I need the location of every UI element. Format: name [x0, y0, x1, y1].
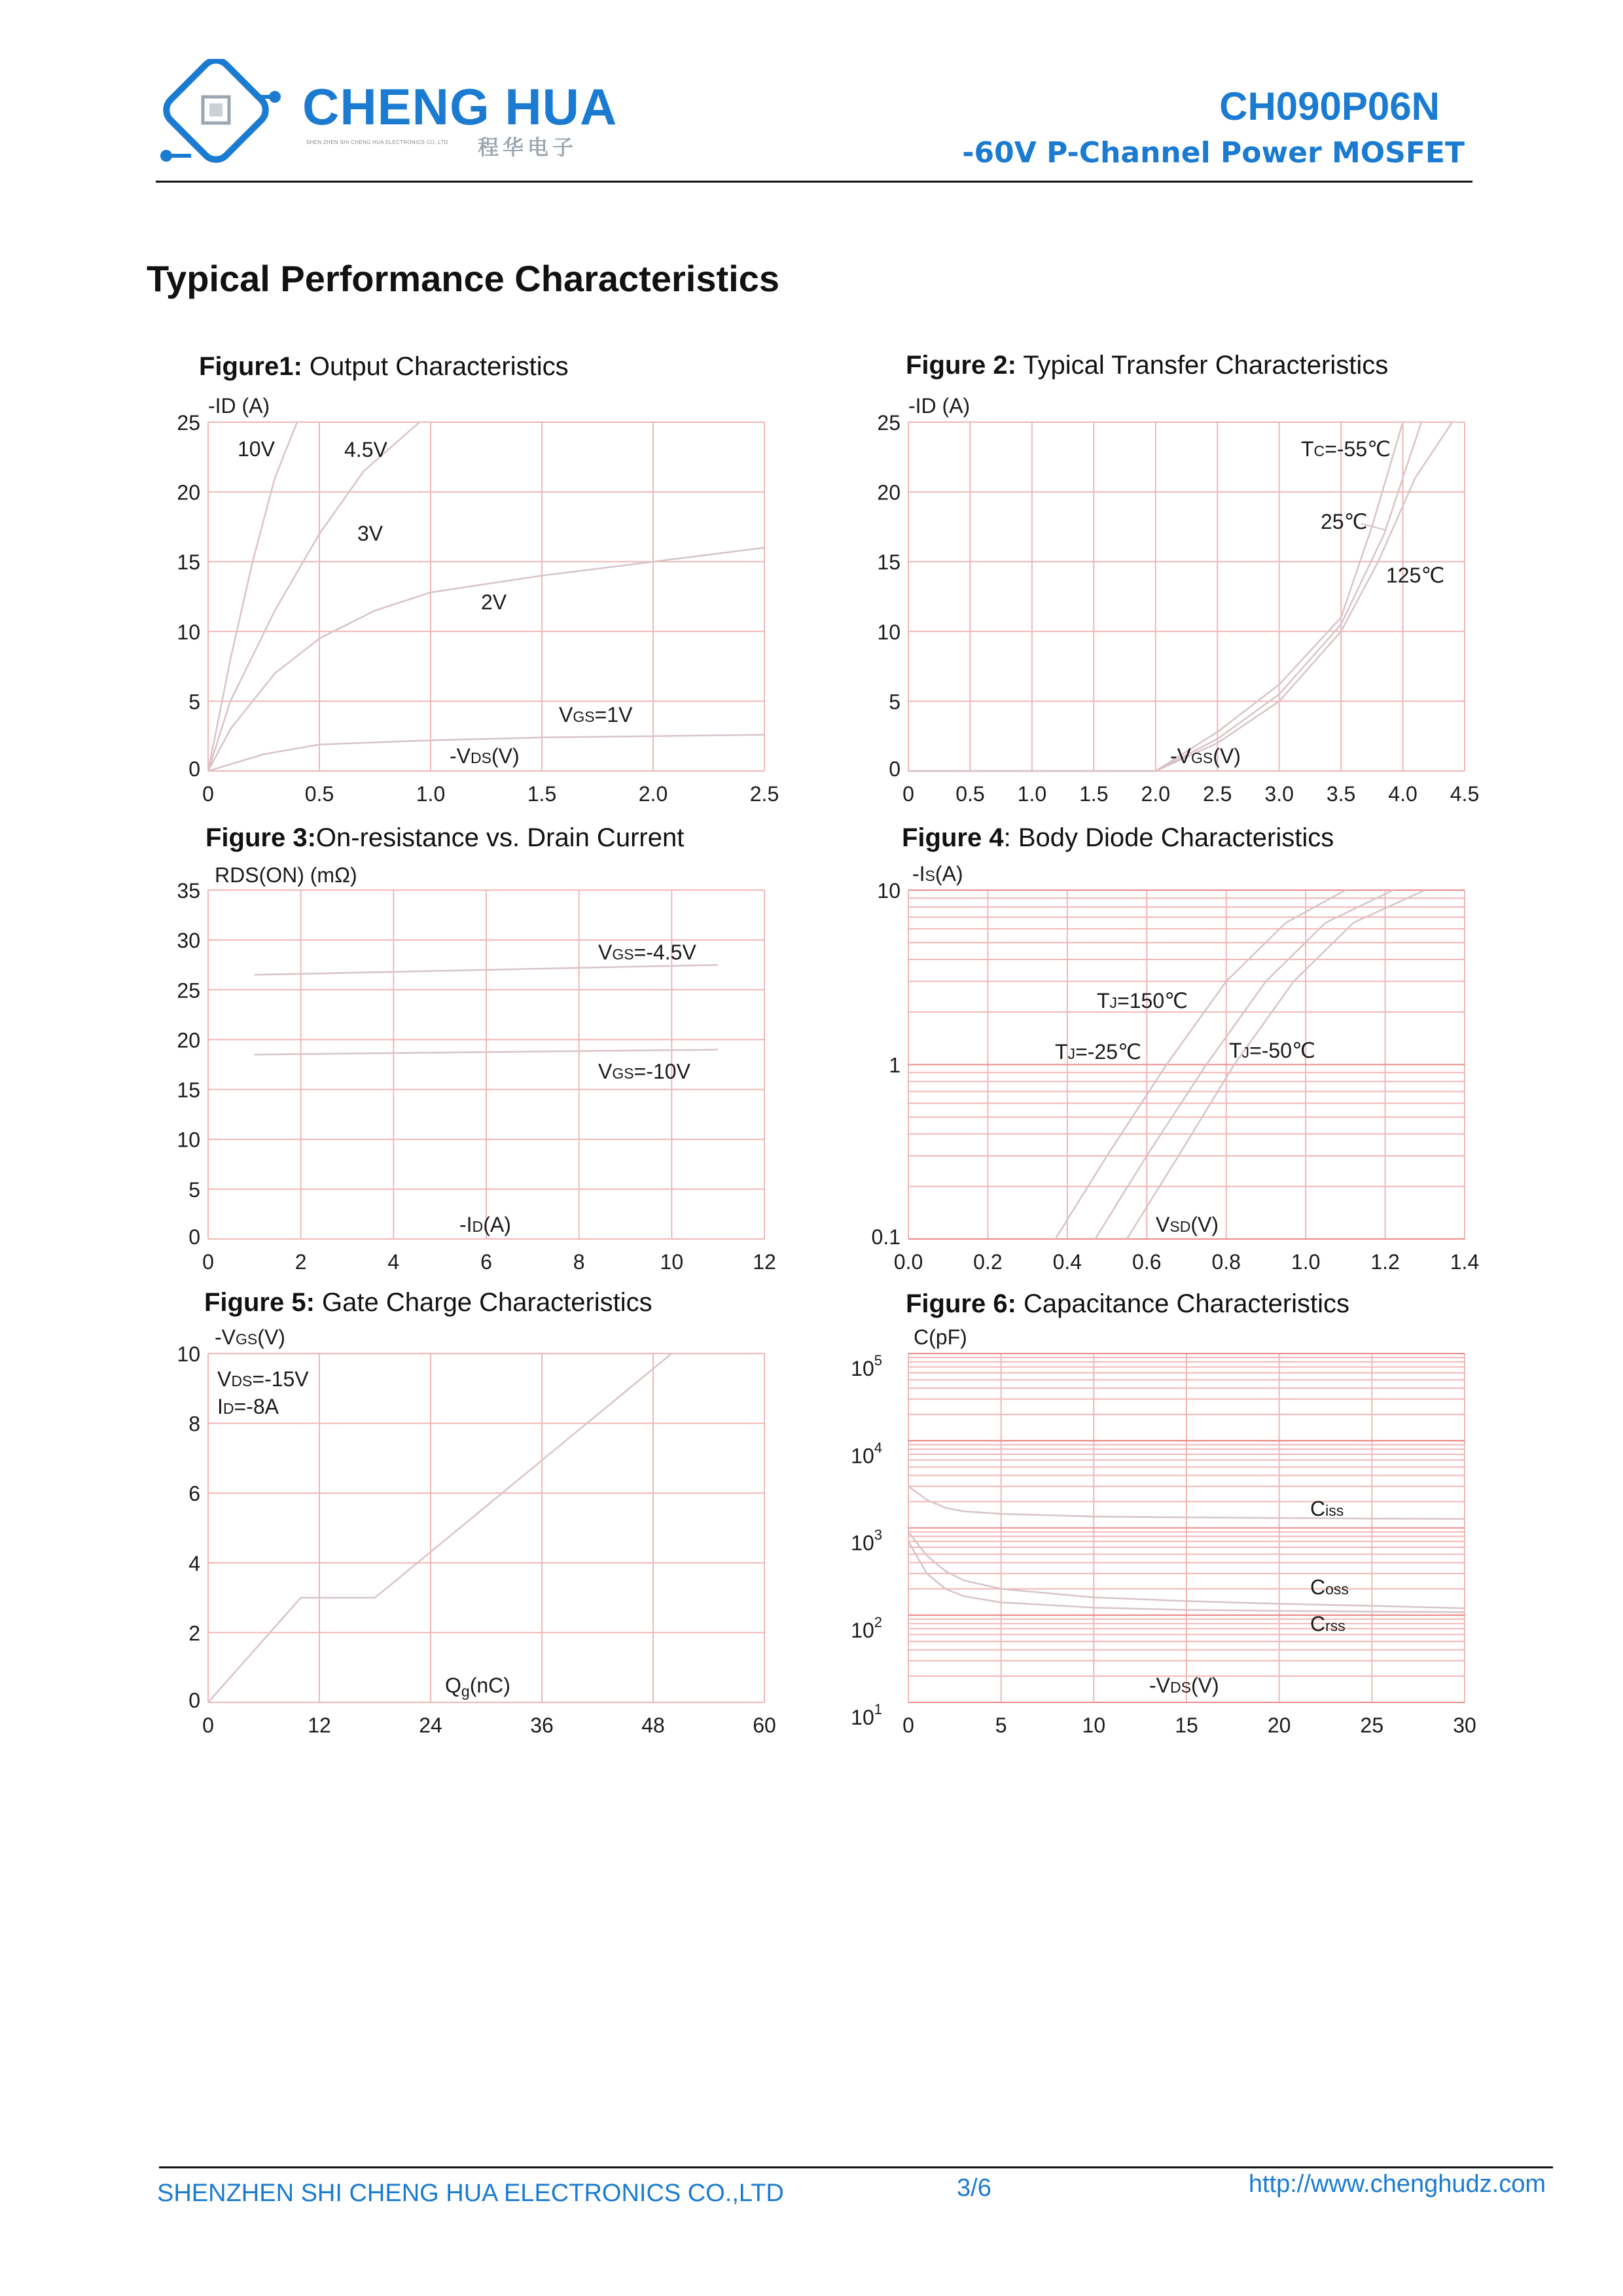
y-tick-label: 20 [177, 480, 200, 505]
y-tick-label: 6 [188, 1482, 200, 1506]
figure-5-text: Gate Charge Characteristics [322, 1288, 652, 1317]
figure-1-text: Output Characteristics [309, 352, 569, 381]
x-tick-label: 6 [480, 1250, 492, 1274]
x-tick-label: 1.0 [416, 782, 446, 806]
x-axis-label: -VGS(V) [1170, 744, 1241, 768]
x-tick-label: 0.0 [893, 1250, 923, 1274]
x-tick-label: 3.5 [1326, 782, 1356, 806]
series-label-ciss: Ciss [1310, 1497, 1344, 1520]
y-tick-label: 15 [177, 550, 200, 575]
y-tick-label: 0 [188, 757, 200, 781]
figure-6-number: Figure 6: [906, 1289, 1016, 1318]
y-tick-label: 10 [877, 879, 901, 903]
y-tick-label: 0 [889, 757, 901, 781]
y-tick-label: 1 [889, 1053, 901, 1077]
figure-3-number: Figure 3: [205, 823, 316, 852]
x-tick-label: 0 [902, 782, 914, 806]
x-tick-label: 2.0 [638, 782, 668, 806]
x-tick-label: 20 [1267, 1713, 1291, 1737]
x-tick-label: 5 [995, 1713, 1007, 1737]
y-tick-label: 10 [877, 620, 901, 644]
series-label-4-5v: 4.5V [344, 438, 387, 461]
series-label-tj-150: TJ=150℃ [1097, 989, 1188, 1013]
y-axis-label: -IS(A) [912, 862, 963, 886]
x-tick-label: 0.8 [1211, 1250, 1241, 1274]
y-axis-label: -ID (A) [908, 394, 971, 418]
x-tick-label: 48 [641, 1713, 665, 1737]
x-tick-label: 10 [1082, 1713, 1106, 1737]
series-label-vgs-10v: VGS=-10V [598, 1060, 690, 1083]
footer-page-number: 3/6 [957, 2174, 991, 2202]
series-label-25c: 25℃ [1321, 510, 1368, 533]
figure-6-text: Capacitance Characteristics [1024, 1289, 1350, 1318]
figure-2-text: Typical Transfer Characteristics [1023, 351, 1389, 380]
y-tick-label: 20 [877, 480, 901, 505]
series-line [908, 422, 1421, 771]
x-tick-label: 1.0 [1017, 782, 1047, 806]
section-title: Typical Performance Characteristics [147, 258, 779, 299]
x-axis-label: VSD(V) [1156, 1213, 1219, 1236]
y-axis-label: -VGS(V) [215, 1325, 285, 1349]
y-tick-label: 0.1 [871, 1225, 901, 1249]
x-tick-label: 4 [387, 1250, 400, 1274]
y-tick-label: 2 [188, 1621, 200, 1645]
x-tick-label: 1.4 [1450, 1250, 1480, 1274]
y-tick-label: 15 [177, 1078, 200, 1102]
x-tick-label: 2.5 [749, 782, 779, 806]
x-tick-label: 2.0 [1141, 782, 1171, 806]
x-tick-label: 0.4 [1052, 1250, 1082, 1274]
y-tick-label: $10^2$ [851, 1613, 882, 1642]
y-axis-label: RDS(ON) (mΩ) [215, 863, 357, 887]
y-tick-label: 10 [177, 620, 200, 644]
x-tick-label: 0.5 [955, 782, 985, 806]
y-tick-label: 25 [877, 411, 901, 435]
x-tick-label: 15 [1175, 1713, 1198, 1737]
x-tick-label: 0.6 [1132, 1250, 1162, 1274]
y-tick-label: 10 [177, 1342, 200, 1366]
x-tick-label: 1.0 [1291, 1250, 1321, 1274]
x-tick-label: 2.5 [1202, 782, 1232, 806]
logo-text: CHENG HUA [302, 78, 618, 135]
y-tick-label: 0 [188, 1225, 200, 1249]
x-tick-label: 12 [753, 1250, 776, 1274]
part-description: -60V P-Channel Power MOSFET [962, 136, 1465, 170]
x-tick-label: 3.0 [1264, 782, 1294, 806]
series-label-tj-50: TJ=-50℃ [1229, 1039, 1315, 1062]
series-label-vgs-4-5v: VGS=-4.5V [598, 941, 696, 964]
x-tick-label: 0 [902, 1713, 914, 1737]
x-tick-label: 2 [294, 1250, 307, 1274]
y-tick-label: 15 [877, 550, 901, 575]
x-tick-label: 10 [660, 1250, 684, 1274]
figure-4-number: Figure 4 [902, 823, 1004, 852]
figure-4-text: : Body Diode Characteristics [1003, 823, 1334, 852]
x-tick-label: 25 [1360, 1713, 1384, 1737]
y-tick-label: 25 [177, 978, 200, 1003]
x-tick-label: 1.5 [527, 782, 557, 806]
y-tick-label: 4 [188, 1551, 200, 1575]
series-label-crss: Crss [1310, 1612, 1346, 1636]
y-tick-label: 5 [889, 690, 901, 714]
x-tick-label: 8 [573, 1250, 585, 1274]
y-tick-label: $10^4$ [851, 1439, 882, 1468]
y-tick-label: $10^3$ [851, 1526, 882, 1555]
figure-1-number: Figure1: [199, 352, 302, 381]
part-number: CH090P06N [1219, 84, 1440, 128]
logo-subtext: SHEN ZHEN SHI CHENG HUA ELECTRONICS CO.,LTD [306, 139, 448, 145]
x-tick-label: 60 [753, 1713, 776, 1737]
footer-url[interactable]: http://www.chenghudz.com [1248, 2170, 1546, 2198]
y-tick-label: 5 [188, 690, 200, 714]
logo-chinese-text: 程华电子 [478, 135, 578, 160]
x-axis-label: -ID(A) [459, 1213, 511, 1236]
x-tick-label: 4.5 [1450, 782, 1480, 806]
x-tick-label: 12 [308, 1713, 331, 1737]
annotation-id: ID=-8A [217, 1395, 279, 1418]
figure-3-text: On-resistance vs. Drain Current [315, 823, 685, 852]
series-line [208, 422, 419, 771]
series-label-125c: 125℃ [1386, 564, 1445, 587]
y-tick-label: 8 [188, 1412, 200, 1436]
x-tick-label: 0 [202, 782, 214, 806]
footer-divider [159, 2166, 1553, 2168]
series-label-3v: 3V [357, 522, 383, 545]
y-tick-label: $10^1$ [851, 1701, 882, 1729]
x-axis-label: Qg(nC) [445, 1674, 510, 1700]
series-label-10v: 10V [238, 437, 275, 461]
series-label-tc-55: TC=-55℃ [1301, 437, 1391, 461]
y-tick-label: 35 [177, 879, 200, 903]
y-tick-label: 10 [177, 1128, 200, 1152]
y-tick-label: $10^5$ [851, 1352, 882, 1380]
x-tick-label: 0.5 [304, 782, 334, 806]
footer-company: SHENZHEN SHI CHENG HUA ELECTRONICS CO.,LTD [157, 2179, 784, 2207]
x-axis-label: -VDS(V) [450, 744, 520, 768]
y-tick-label: 20 [177, 1028, 200, 1052]
figure-5-number: Figure 5: [204, 1288, 315, 1317]
y-tick-label: 25 [177, 411, 200, 435]
x-tick-label: 1.5 [1079, 782, 1109, 806]
series-label-tj-25: TJ=-25℃ [1055, 1040, 1141, 1064]
y-tick-label: 0 [188, 1689, 200, 1712]
x-tick-label: 4.0 [1388, 782, 1418, 806]
x-tick-label: 0 [202, 1250, 214, 1274]
y-tick-label: 5 [188, 1177, 200, 1202]
x-axis-label: -VDS(V) [1149, 1674, 1219, 1697]
annotation-vds: VDS=-15V [217, 1367, 309, 1391]
y-tick-label: 30 [177, 929, 200, 953]
y-axis-label: -ID (A) [208, 394, 270, 418]
series-label-coss: Coss [1310, 1575, 1349, 1599]
x-tick-label: 36 [530, 1713, 554, 1737]
x-tick-label: 1.2 [1370, 1250, 1400, 1274]
y-axis-label: C(pF) [914, 1325, 967, 1349]
x-tick-label: 0 [202, 1713, 214, 1737]
series-label-2v: 2V [481, 590, 507, 614]
x-tick-label: 30 [1453, 1713, 1476, 1737]
series-label-vgs-1v: VGS=1V [559, 703, 633, 726]
figure-2-number: Figure 2: [906, 351, 1016, 380]
x-tick-label: 0.2 [973, 1250, 1003, 1274]
series-line [908, 422, 1452, 771]
x-tick-label: 24 [419, 1713, 442, 1737]
